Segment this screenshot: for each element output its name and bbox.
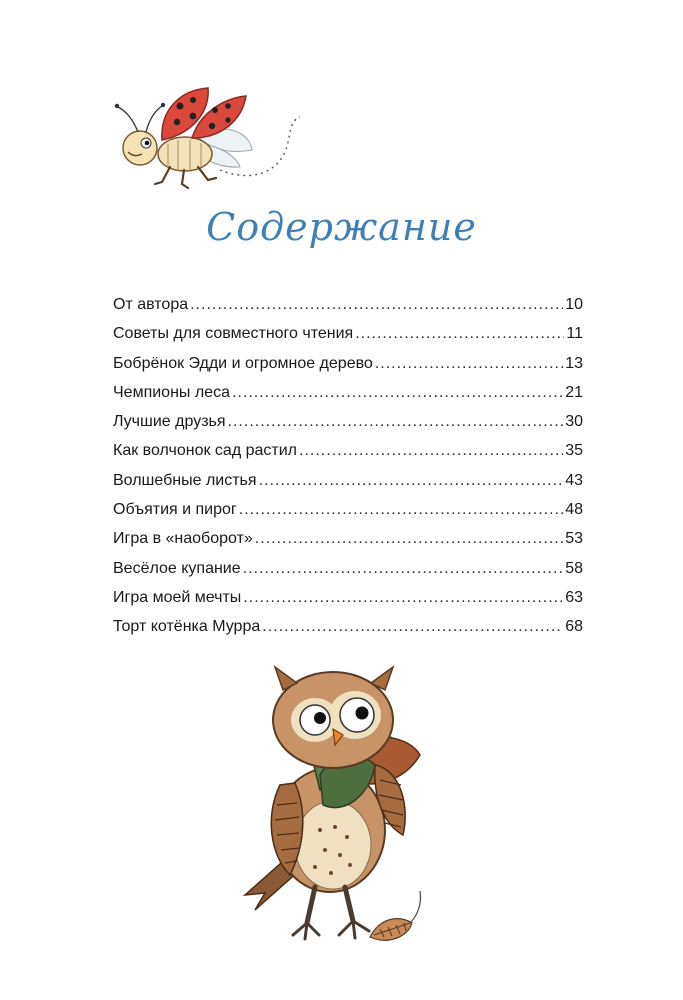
toc-entry-title: Лучшие друзья bbox=[113, 413, 226, 431]
toc-dot-leader bbox=[355, 319, 564, 348]
toc-entry bbox=[113, 554, 583, 583]
toc-entry-page: 21 bbox=[565, 383, 583, 401]
toc-entry bbox=[113, 407, 583, 436]
toc-entry-page: 63 bbox=[565, 588, 583, 606]
toc-entry bbox=[113, 319, 583, 348]
toc-entry bbox=[113, 524, 583, 553]
toc-entry bbox=[113, 349, 583, 378]
toc-entry bbox=[113, 583, 583, 612]
toc-entry-title: Объятия и пирог bbox=[113, 501, 237, 519]
toc-entry-page: 11 bbox=[566, 325, 583, 343]
toc-entry-title: Волшебные листья bbox=[113, 471, 257, 489]
feather-illustration bbox=[360, 885, 435, 950]
toc-entry-page: 58 bbox=[565, 559, 583, 577]
toc-dot-leader bbox=[239, 495, 563, 524]
toc-dot-leader bbox=[232, 378, 563, 407]
toc-entry-title: От автора bbox=[113, 296, 189, 313]
toc-entry-title: Советы для совместного чтения bbox=[113, 325, 354, 343]
toc-entry-title: Торт котёнка Мурра bbox=[113, 618, 261, 636]
toc-entry-title: Чемпионы леса bbox=[113, 383, 230, 401]
toc-entry-page: 43 bbox=[565, 471, 583, 489]
toc-entry-title: Бобрёнок Эдди и огромное дерево bbox=[113, 354, 373, 372]
ladybug-illustration bbox=[100, 72, 320, 202]
toc-entry bbox=[113, 495, 583, 524]
toc-entry bbox=[113, 290, 583, 319]
toc-dot-leader bbox=[262, 612, 563, 641]
toc-dot-leader bbox=[259, 466, 564, 495]
toc-entry-page: 68 bbox=[565, 618, 583, 636]
toc-dot-leader bbox=[255, 524, 563, 553]
toc-entry-title: Весёлое купание bbox=[113, 559, 241, 577]
toc-entry-title: Как волчонок сад растил bbox=[113, 442, 298, 460]
page-title: Содержание bbox=[206, 205, 477, 249]
toc-entry bbox=[113, 466, 583, 495]
toc-entry-title: Игра моей мечты bbox=[113, 588, 242, 606]
table-of-contents bbox=[113, 290, 583, 642]
toc-dot-leader bbox=[190, 290, 563, 319]
toc-dot-leader bbox=[299, 436, 563, 465]
toc-entry-page: 35 bbox=[565, 442, 583, 460]
toc-dot-leader bbox=[243, 583, 563, 612]
toc-entry-title: Игра в «наоборот» bbox=[113, 530, 253, 548]
toc-entry bbox=[113, 378, 583, 407]
toc-entry-page: 48 bbox=[565, 501, 583, 519]
toc-entry-page: 53 bbox=[565, 530, 583, 548]
toc-entry-page: 30 bbox=[565, 413, 583, 431]
toc-dot-leader bbox=[375, 349, 563, 378]
toc-entry-page: 13 bbox=[565, 354, 583, 372]
toc-dot-leader bbox=[228, 407, 564, 436]
toc-entry bbox=[113, 612, 583, 641]
toc-dot-leader bbox=[243, 554, 564, 583]
toc-entry bbox=[113, 436, 583, 465]
toc-entry-page: 10 bbox=[565, 296, 583, 313]
